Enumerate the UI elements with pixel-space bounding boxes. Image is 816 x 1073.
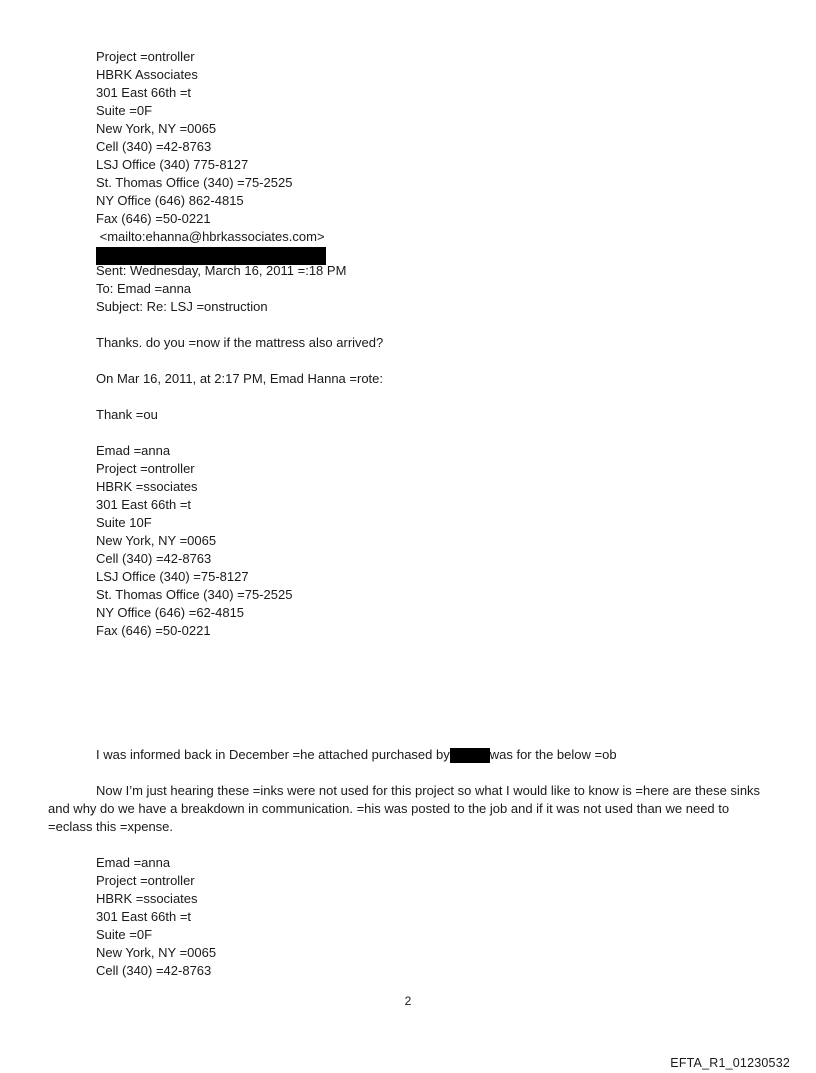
reply-body: Thanks. do you =now if the mattress also arrived? <box>96 335 384 350</box>
sig2-name: Emad =anna <box>96 443 171 458</box>
subject-line: Subject: Re: LSJ =onstruction <box>96 299 268 314</box>
bates-number: EFTA_R1_01230532 <box>670 1056 790 1070</box>
sig1-st-thomas-office: St. Thomas Office (340) =75-2525 <box>96 175 293 190</box>
signature-block-2 <box>96 442 292 640</box>
sig2-st-thomas-office: St. Thomas Office (340) =75-2525 <box>96 587 293 602</box>
page-number: 2 <box>404 994 412 1008</box>
sig3-suite: Suite =0F <box>96 927 153 942</box>
sig3-company: HBRK =ssociates <box>96 891 198 906</box>
to-line: To: Emad =anna <box>96 281 192 296</box>
sig1-lsj-office: LSJ Office (340) 775-8127 <box>96 157 249 172</box>
sig3-city: New York, NY =0065 <box>96 945 217 960</box>
sig1-suite: Suite =0F <box>96 103 153 118</box>
sig2-city: New York, NY =0065 <box>96 533 217 548</box>
sig2-suite: Suite 10F <box>96 515 152 530</box>
sig2-street: 301 East 66th =t <box>96 497 192 512</box>
sig1-city: New York, NY =0065 <box>96 121 217 136</box>
sig2-company: HBRK =ssociates <box>96 479 198 494</box>
signature-block-3 <box>96 854 216 980</box>
sig1-cell: Cell (340) =42-8763 <box>96 139 212 154</box>
sig2-cell: Cell (340) =42-8763 <box>96 551 212 566</box>
sent-line: Sent: Wednesday, March 16, 2011 =:18 PM <box>96 263 347 278</box>
sinks-paragraph-text: Now I’m just hearing these =inks were not used for this project so what I would like to know is =here are these sinks and why do we have a breakdown in communication. =his was posted to the job and if it was not used than we need to =eclass this =xpense. <box>48 783 761 834</box>
sig3-title: Project =ontroller <box>96 873 195 888</box>
sinks-paragraph <box>48 782 770 836</box>
inline-redaction-box <box>450 748 490 763</box>
sig2-lsj-office: LSJ Office (340) =75-8127 <box>96 569 249 584</box>
informed-text-after: was for the below =ob <box>489 747 617 762</box>
informed-text-before: I was informed back in December =he attached purchased by <box>96 747 450 762</box>
sig3-name: Emad =anna <box>96 855 171 870</box>
sig2-title: Project =ontroller <box>96 461 195 476</box>
quote-header: On Mar 16, 2011, at 2:17 PM, Emad Hanna =rote: <box>96 371 384 386</box>
sig3-street: 301 East 66th =t <box>96 909 192 924</box>
email-header <box>96 262 346 316</box>
sig1-ny-office: NY Office (646) 862-4815 <box>96 193 244 208</box>
sig1-mailto-link[interactable]: <mailto:ehanna@hbrkassociates.com> <box>96 229 325 244</box>
sig2-ny-office: NY Office (646) =62-4815 <box>96 605 245 620</box>
sig1-fax: Fax (646) =50-0221 <box>96 211 211 226</box>
sig1-street: 301 East 66th =t <box>96 85 192 100</box>
sig2-fax: Fax (646) =50-0221 <box>96 623 211 638</box>
informed-paragraph <box>96 746 617 764</box>
thank-you-line: Thank =ou <box>96 407 158 422</box>
sig3-cell: Cell (340) =42-8763 <box>96 963 212 978</box>
signature-block-1 <box>96 48 326 264</box>
sig1-company: HBRK Associates <box>96 67 198 82</box>
sig1-title: Project =ontroller <box>96 49 195 64</box>
